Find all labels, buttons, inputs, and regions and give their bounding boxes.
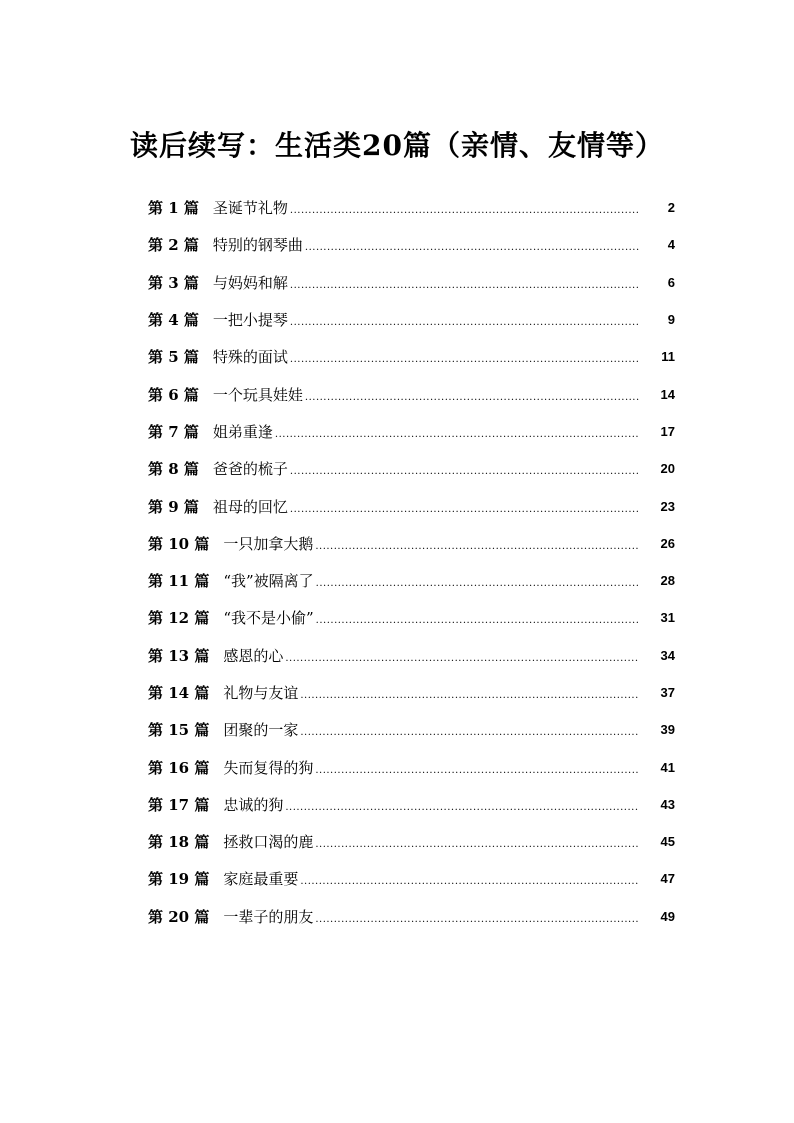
toc-entry-16[interactable] [148,748,675,785]
chapter-number: 第 14 篇 [148,684,210,702]
toc-entry-3[interactable] [148,264,675,301]
chapter-title: 一把小提琴 [212,311,288,330]
toc-entry-2[interactable] [148,226,675,263]
page-number: 39 [660,722,675,738]
dot-leader [300,876,639,887]
dot-leader [316,615,639,626]
page-number: 28 [660,573,675,589]
page-number: 6 [667,274,675,290]
chapter-number: 第 16 篇 [148,758,210,777]
chapter-title: 特殊的面试 [212,348,288,367]
chapter-title: 特别的钢琴曲 [212,236,303,255]
page-number: 4 [667,237,675,253]
page-number: 45 [660,834,675,850]
page-number: 2 [667,200,675,216]
toc-entry-17[interactable] [148,786,675,823]
chapter-number: 第 4 篇 [148,311,199,330]
chapter-title: 爸爸的梳子 [212,460,288,479]
table-of-contents [148,189,675,935]
toc-entry-12[interactable] [148,599,675,636]
chapter-title: “我”被隔离了 [223,572,314,591]
page-number: 47 [660,871,675,887]
toc-entry-18[interactable] [148,823,675,860]
chapter-number: 第 11 篇 [148,572,210,591]
dot-leader [300,727,639,738]
page-number: 14 [660,386,675,402]
dot-leader [315,765,639,776]
page-number: 11 [661,349,675,365]
page-number: 49 [660,908,675,924]
dot-leader [275,429,639,440]
dot-leader [300,690,639,701]
chapter-title: 一辈子的朋友 [223,907,314,926]
toc-entry-9[interactable] [148,487,675,524]
chapter-number: 第 13 篇 [148,646,210,665]
toc-entry-13[interactable] [148,637,675,674]
toc-entry-6[interactable] [148,375,675,412]
dot-leader [290,280,639,291]
toc-entry-15[interactable] [148,711,675,748]
page-number: 9 [667,312,675,328]
chapter-number: 第 10 篇 [148,534,210,553]
chapter-number: 第 7 篇 [148,422,199,441]
toc-entry-7[interactable] [148,413,675,450]
dot-leader [290,354,639,365]
toc-entry-19[interactable] [148,860,675,897]
chapter-title: 姐弟重逢 [212,422,273,441]
chapter-title: 一只加拿大鹅 [223,534,314,553]
chapter-title: 失而复得的狗 [223,758,314,777]
page-number: 17 [660,423,675,439]
page-number: 20 [660,461,675,477]
document-title: 读后续写：生活类20篇（亲情、友情等） [130,129,664,162]
toc-entry-14[interactable] [148,674,675,711]
chapter-title: 团聚的一家 [223,721,299,740]
dot-leader [315,914,639,925]
dot-leader [290,466,639,477]
chapter-number: 第 20 篇 [148,907,210,926]
page-number: 23 [660,498,675,514]
chapter-title: 圣诞节礼物 [212,199,288,218]
toc-entry-4[interactable] [148,301,675,338]
dot-leader [305,242,639,253]
page-number: 41 [660,759,675,775]
dot-leader [305,392,639,403]
dot-leader [285,653,639,664]
chapter-number: 第 9 篇 [148,497,199,516]
chapter-title: 家庭最重要 [223,870,299,889]
chapter-number: 第 12 篇 [148,609,210,628]
toc-entry-20[interactable] [148,898,675,935]
chapter-number: 第 1 篇 [148,199,199,218]
dot-leader [290,504,639,515]
chapter-title: 礼物与友谊 [223,684,299,702]
page-number: 43 [660,796,675,812]
dot-leader [315,541,639,552]
chapter-title: 祖母的回忆 [212,497,288,516]
chapter-number: 第 18 篇 [148,833,210,852]
chapter-number: 第 6 篇 [148,385,199,404]
toc-entry-5[interactable] [148,338,675,375]
dot-leader [290,205,639,216]
chapter-number: 第 8 篇 [148,460,199,479]
dot-leader [290,317,639,328]
page-number: 26 [660,535,675,551]
page-number: 31 [660,610,675,626]
toc-entry-10[interactable] [148,525,675,562]
chapter-number: 第 15 篇 [148,721,210,740]
toc-entry-8[interactable] [148,450,675,487]
dot-leader [285,802,639,813]
chapter-title: 与妈妈和解 [212,273,288,292]
chapter-number: 第 17 篇 [148,795,210,814]
chapter-title: 忠诚的狗 [223,795,284,814]
chapter-title: “我不是小偷” [223,609,314,628]
toc-entry-11[interactable] [148,562,675,599]
dot-leader [315,839,639,850]
chapter-number: 第 3 篇 [148,273,199,292]
chapter-number: 第 5 篇 [148,348,199,367]
chapter-number: 第 19 篇 [148,870,210,889]
page-number: 34 [660,647,675,663]
toc-entry-1[interactable] [148,189,675,226]
chapter-title: 拯救口渴的鹿 [223,833,314,852]
chapter-title: 感恩的心 [223,646,284,665]
page-number: 37 [660,685,675,700]
chapter-number: 第 2 篇 [148,236,199,255]
dot-leader [316,578,639,589]
chapter-title: 一个玩具娃娃 [212,385,303,404]
